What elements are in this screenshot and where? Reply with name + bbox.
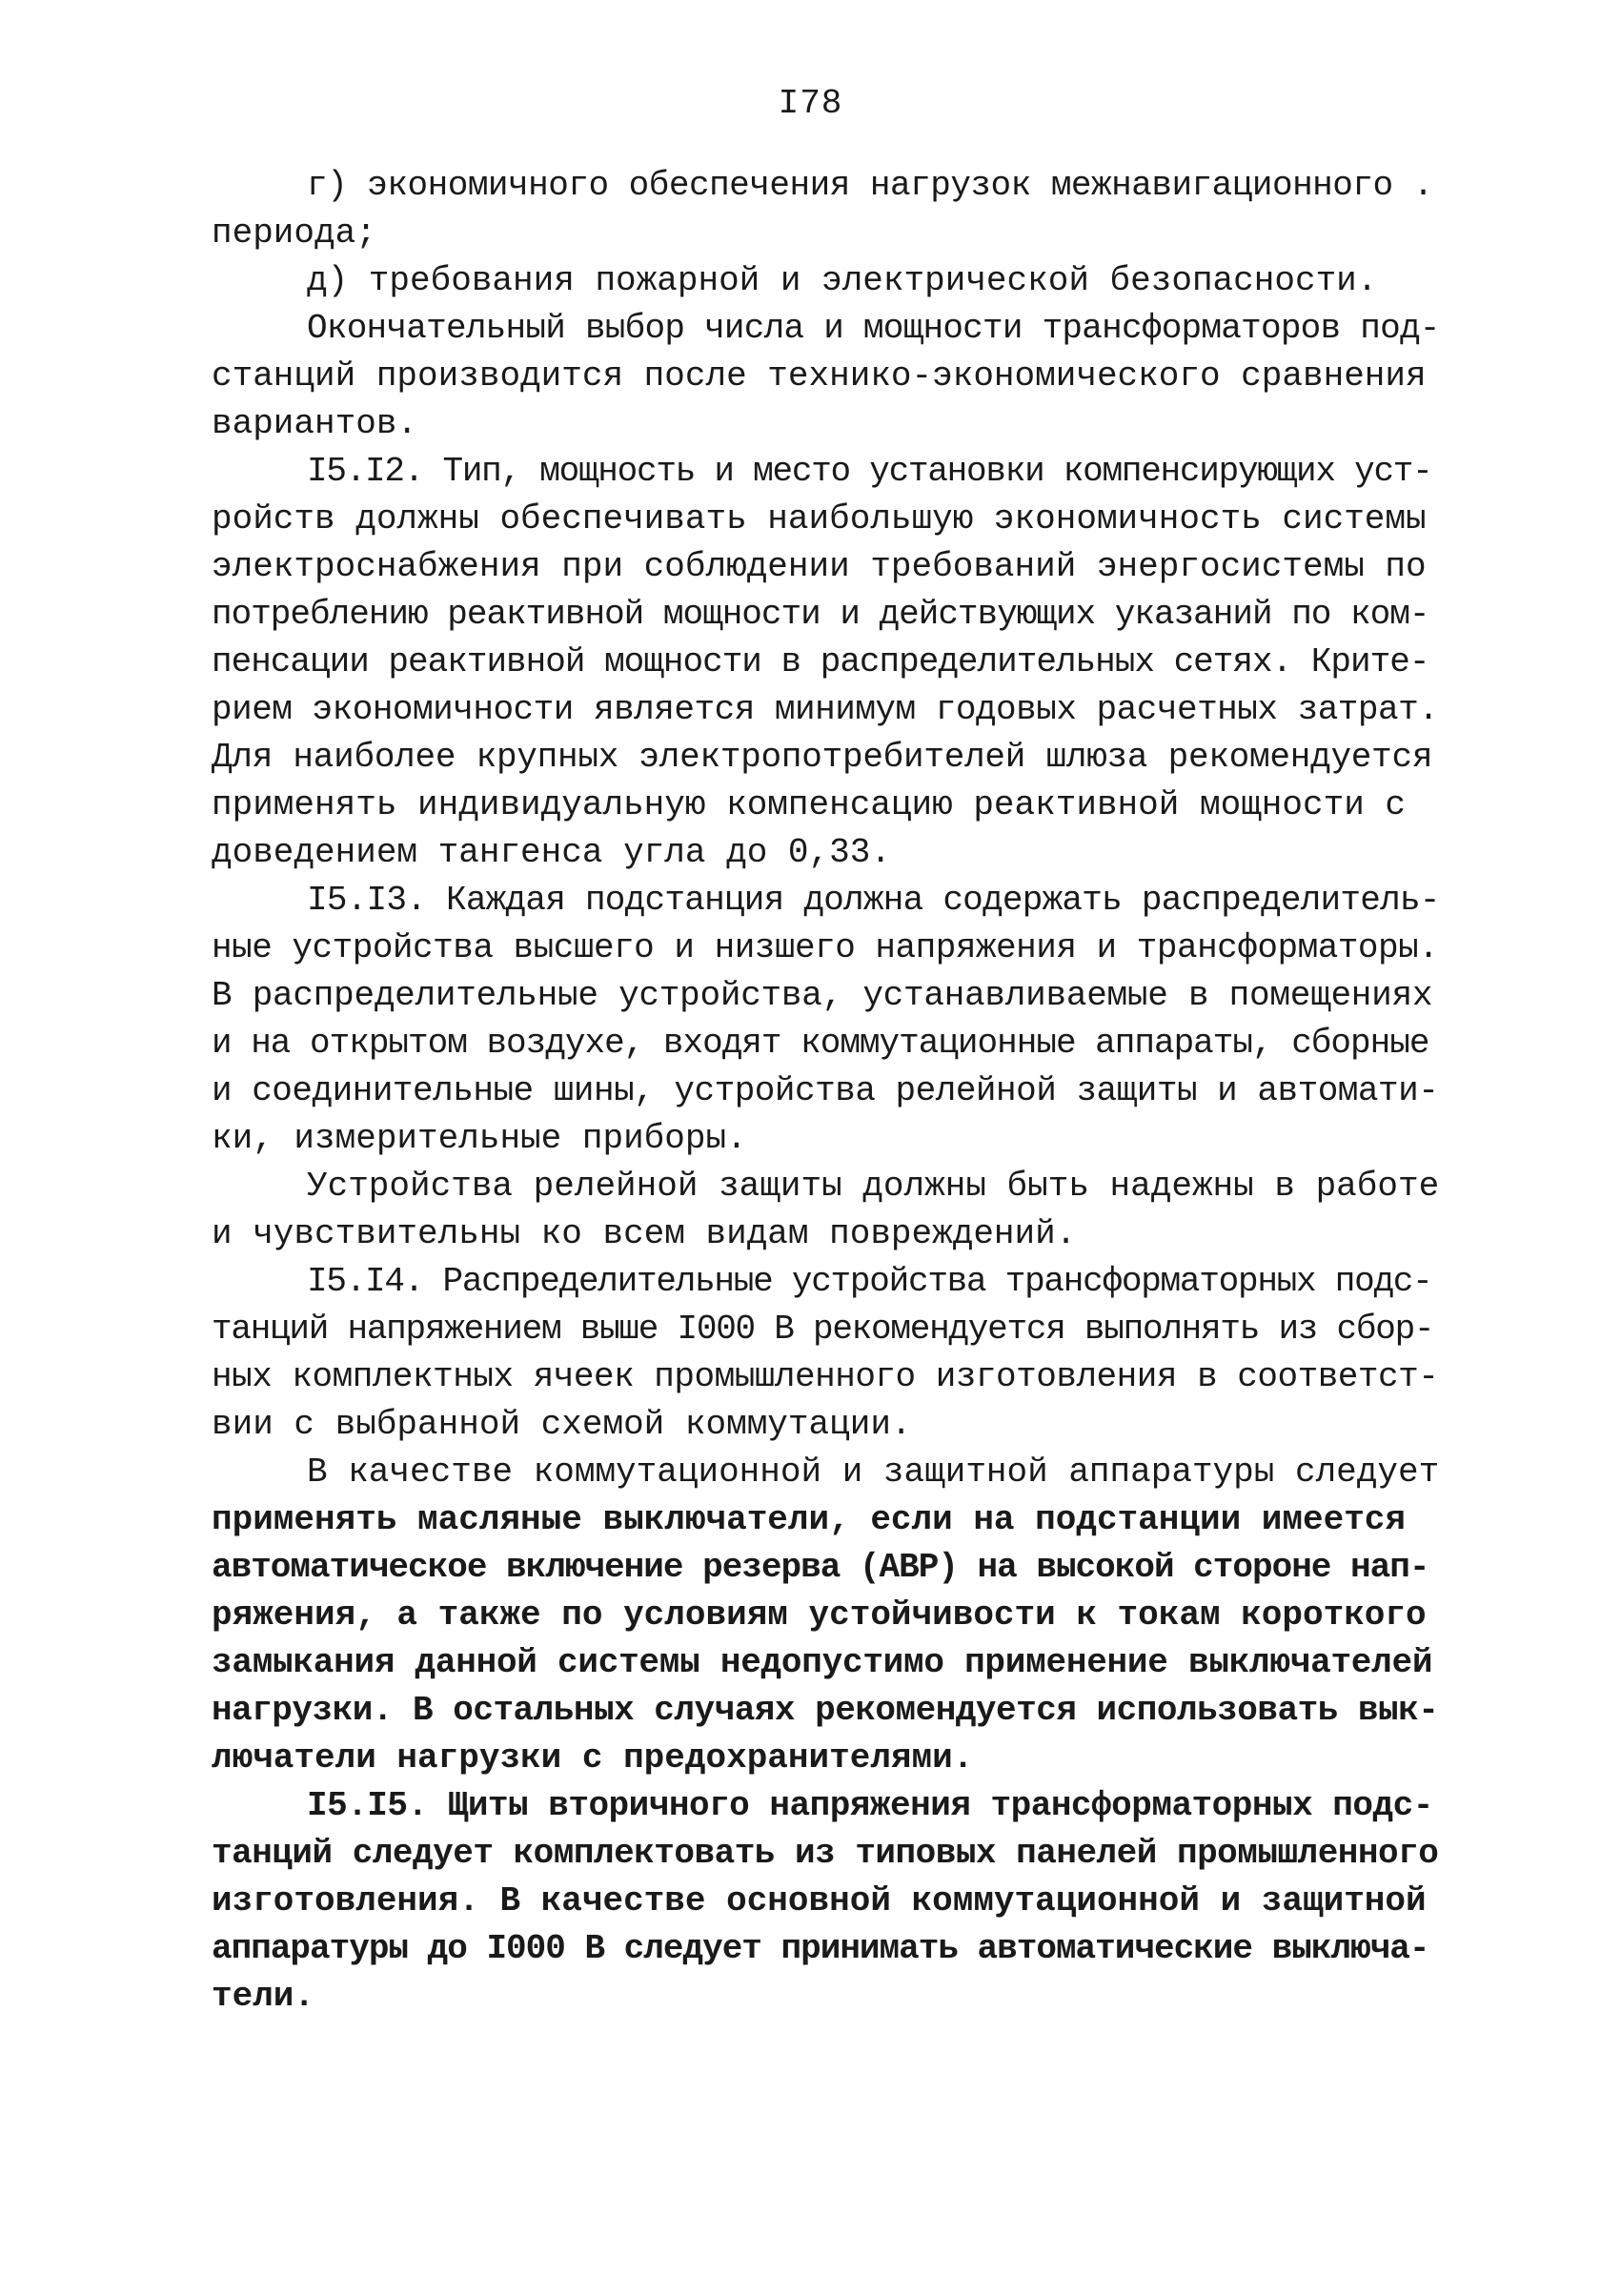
text-line: тели. (212, 1977, 315, 2016)
text-line: Окончательный выбор числа и мощности трансформаторов под- (307, 309, 1440, 348)
text-line: применять индивидуальную компенсацию реактивной мощности с (212, 785, 1407, 824)
text-line: I5.I3. Каждая подстанция должна содержать распределитель- (307, 881, 1440, 920)
body-text (212, 162, 1441, 2021)
text-line: танций следует комплектовать из типовых панелей промышленного (212, 1834, 1439, 1873)
text-line: и соединительные шины, устройства релейной защиты и автомати- (212, 1071, 1439, 1110)
text-line: ные устройства высшего и низшего напряжения и трансформаторы. (212, 928, 1439, 967)
text-line: станций производится после технико-экономического сравнения (212, 356, 1427, 396)
text-line: вариантов. (212, 404, 418, 443)
text-line: изготовления. В качестве основной коммутационной и защитной (212, 1881, 1427, 1920)
text-line: периода; (212, 213, 376, 253)
text-line: автоматическое включение резерва (АВР) на высокой стороне нап- (212, 1548, 1429, 1587)
text-line: I5.I4. Распределительные устройства трансформаторных подс- (307, 1262, 1432, 1301)
text-line: и на открытом воздухе, входят коммутационные аппараты, сборные (212, 1024, 1429, 1063)
text-line: д) требования пожарной и электрической безопасности. (307, 261, 1378, 300)
text-line: ройств должны обеспечивать наибольшую экономичность системы (212, 499, 1427, 538)
text-line: В распределительные устройства, устанавливаемые в помещениях (212, 976, 1433, 1015)
text-line: ки, измерительные приборы. (212, 1119, 747, 1158)
text-line: электроснабжения при соблюдении требований энергосистемы по (212, 547, 1427, 586)
text-line: ных комплектных ячеек промышленного изготовления в соответст- (212, 1357, 1439, 1396)
text-line: лючатели нагрузки с предохранителями. (212, 1738, 974, 1778)
text-line: аппаратуры до I000 В следует принимать автоматические выключа- (212, 1929, 1429, 1968)
text-line: г) экономичного обеспечения нагрузок межнавигационного . (307, 166, 1433, 205)
text-line: пенсации реактивной мощности в распределительных сетях. Крите- (212, 642, 1429, 681)
text-line: потреблению реактивной мощности и действующих указаний по ком- (212, 595, 1429, 634)
text-line: нагрузки. В остальных случаях рекомендуется использовать вык- (212, 1691, 1439, 1730)
text-line: Для наиболее крупных электропотребителей шлюза рекомендуется (212, 738, 1433, 777)
text-line: I5.I2. Тип, мощность и место установки компенсирующих уст- (307, 452, 1432, 491)
text-line: Устройства релейной защиты должны быть надежны в работе (307, 1167, 1440, 1206)
text-line: вии с выбранной схемой коммутации. (212, 1405, 912, 1444)
text-line: замыкания данной системы недопустимо применение выключателей (212, 1643, 1433, 1682)
text-line: рием экономичности является минимум годовых расчетных затрат. (212, 690, 1439, 729)
text-line: ряжения, а также по условиям устойчивости к токам короткого (212, 1595, 1427, 1635)
page-number: I78 (778, 84, 843, 123)
text-line: и чувствительны ко всем видам повреждений. (212, 1214, 1077, 1253)
text-line: I5.I5. Щиты вторичного напряжения трансформаторных подс- (307, 1786, 1433, 1825)
text-line: В качестве коммутационной и защитной аппаратуры следует (307, 1453, 1440, 1492)
text-line: танций напряжением выше I000 В рекомендуется выполнять из сбор- (212, 1310, 1434, 1349)
text-line: доведением тангенса угла до 0,33. (212, 833, 891, 872)
text-line: применять масляные выключатели, если на подстанции имеется (212, 1500, 1407, 1539)
